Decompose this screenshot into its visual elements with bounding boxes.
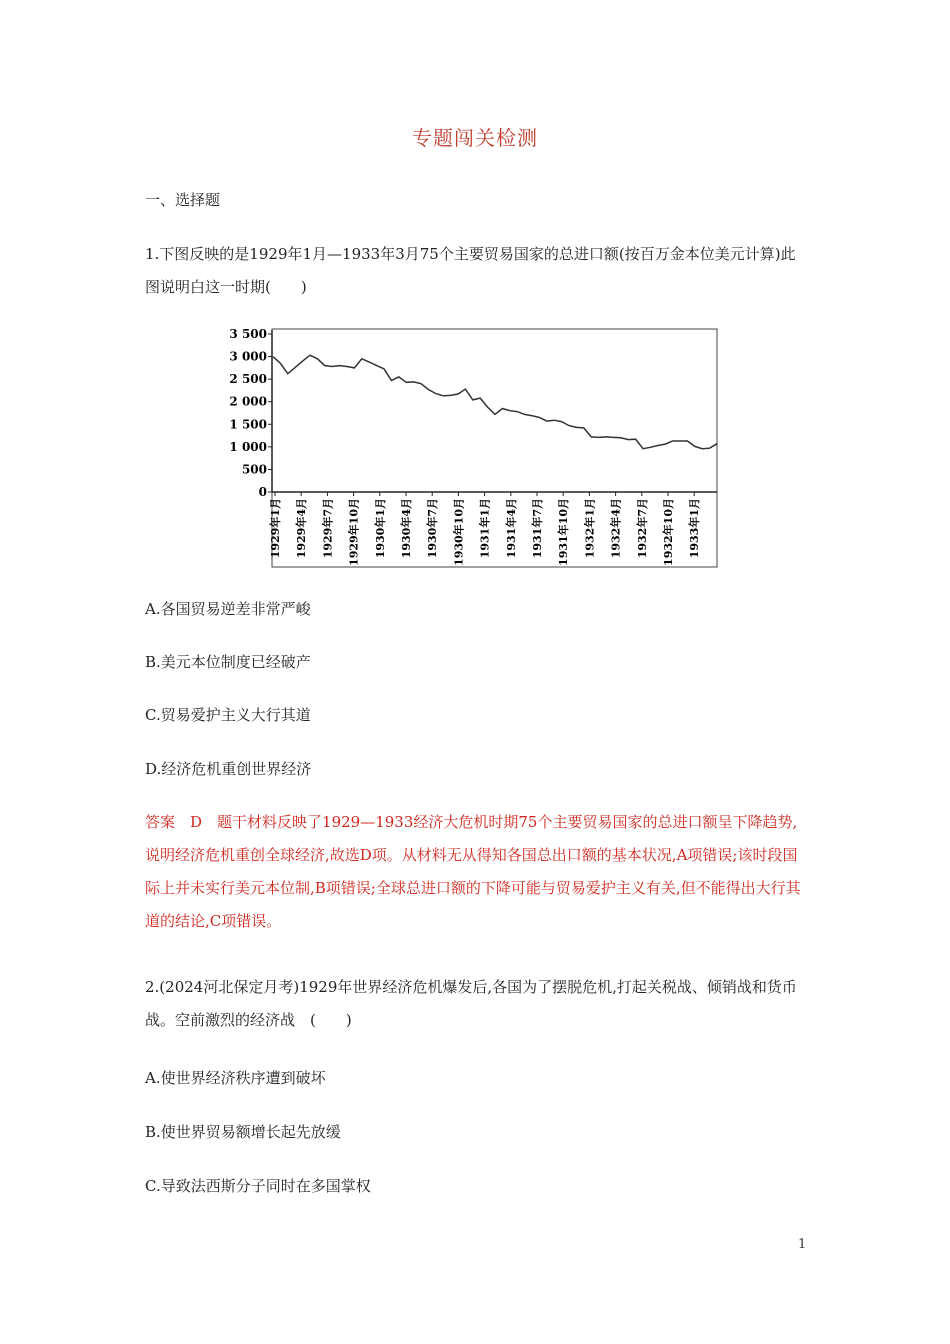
x-tick-label: 1931年4月: [504, 498, 518, 559]
q2-option-b[interactable]: B.使世界贸易额增长起先放缓: [145, 1123, 341, 1141]
x-tick-label: 1931年10月: [557, 498, 571, 566]
q1-answer: 答案 D 题干材料反映了1929—1933经济大危机时期75个主要贸易国家的总进口额呈下降趋势,说明经济危机重创全球经济,故选D项。从材料无从得知各国总出口额的基本状况,A项错误;该时段国际上并未实行美元本位制,B项错误;全球总进口额的下降可能与贸易爱护主义有关,但不能得出大行其道的结论,C项错误。: [145, 813, 801, 930]
x-tick-label: 1930年4月: [400, 498, 413, 559]
x-tick-label: 1930年10月: [452, 498, 466, 566]
x-tick-label: 1933年1月: [688, 498, 702, 559]
x-tick-label: 1930年7月: [426, 498, 440, 559]
section-heading: 一、选择题: [145, 191, 221, 209]
y-tick-label: 1 500: [229, 417, 267, 432]
q1-option-a[interactable]: A.各国贸易逆差非常严峻: [145, 600, 311, 618]
y-tick-label: 500: [241, 462, 267, 477]
q2-option-a[interactable]: A.使世界经济秩序遭到破坏: [145, 1069, 326, 1087]
x-tick-label: 1931年1月: [478, 498, 492, 559]
x-tick-label: 1930年1月: [373, 498, 387, 559]
page-title: 专题闯关检测: [412, 126, 538, 150]
y-tick-label: 1 000: [229, 439, 267, 454]
y-tick-label: 0: [258, 485, 267, 499]
q1-option-b[interactable]: B.美元本位制度已经破产: [145, 653, 311, 671]
question-1-stem: 1.下图反映的是1929年1月—1933年3月75个主要贸易国家的总进口额(按百万金本位美元计算)此图说明白这一时期( ): [145, 245, 796, 296]
x-tick-label: 1932年1月: [583, 498, 597, 559]
y-tick-label: 2 000: [229, 394, 267, 409]
q2-option-c[interactable]: C.导致法西斯分子同时在多国掌权: [145, 1177, 371, 1195]
x-tick-label: 1929年7月: [321, 498, 335, 559]
x-tick-label: 1929年10月: [347, 498, 361, 566]
x-tick-label: 1932年7月: [635, 498, 649, 559]
x-tick-label: 1931年7月: [531, 498, 544, 559]
x-tick-label: 1932年10月: [662, 498, 675, 566]
question-2-stem: 2.(2024河北保定月考)1929年世界经济危机爆发后,各国为了摆脱危机,打起关税战、倾销战和货币战。空前激烈的经济战 ( ): [145, 978, 797, 1029]
q1-option-d[interactable]: D.经济危机重创世界经济: [145, 760, 312, 778]
y-tick-label: 3 500: [229, 327, 267, 341]
y-tick-label: 3 000: [229, 349, 267, 364]
x-tick-label: 1929年1月: [269, 498, 282, 559]
y-tick-label: 2 500: [229, 372, 267, 387]
x-tick-label: 1932年4月: [609, 498, 623, 559]
x-tick-label: 1929年4月: [295, 498, 309, 559]
q1-option-c[interactable]: C.贸易爱护主义大行其道: [145, 706, 311, 724]
import-chart: [225, 322, 720, 569]
page-number: 1: [798, 1237, 807, 1252]
